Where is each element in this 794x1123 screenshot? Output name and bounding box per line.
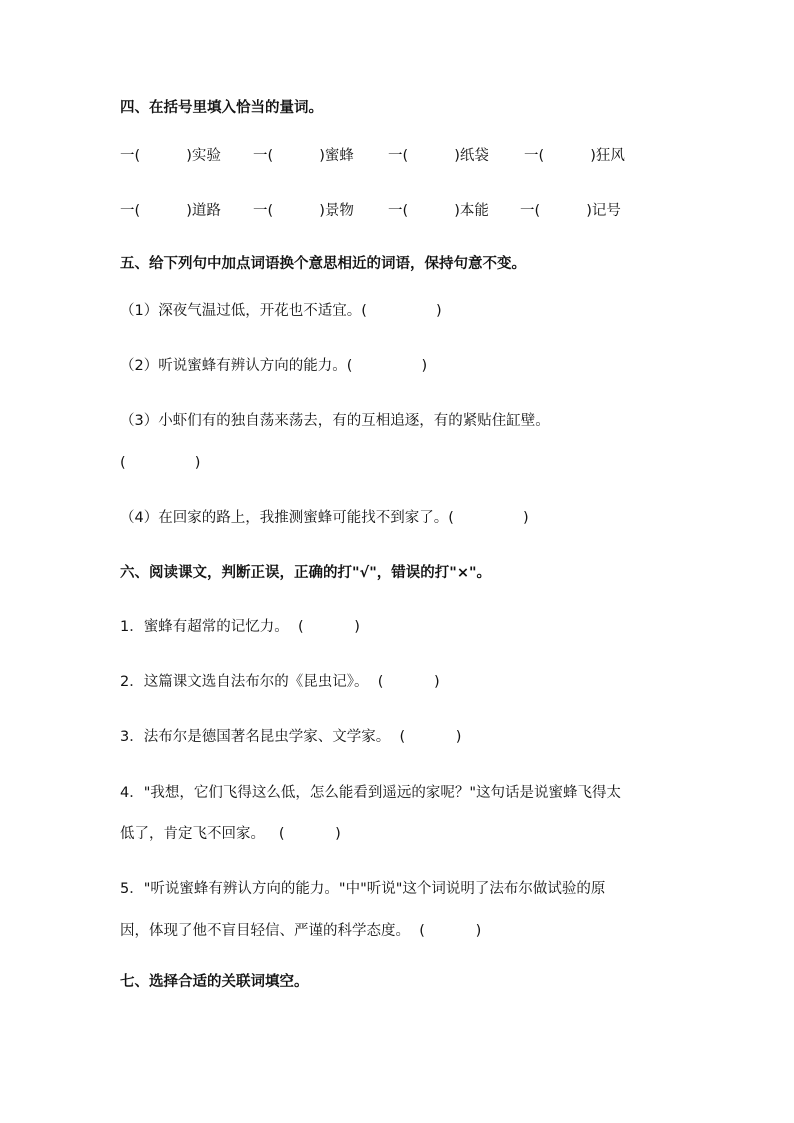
- blank-item: 一( )实验: [120, 148, 221, 164]
- judgement-question-3: 3．法布尔是德国著名昆虫学家、文学家。 ( ): [120, 729, 462, 745]
- section-7-heading: 七、选择合适的关联词填空。: [120, 974, 309, 990]
- judgement-question-4-line-1: 4．"我想，它们飞得这么低，怎么能看到遥远的家呢？"这句话是说蜜蜂飞得太: [120, 785, 622, 801]
- synonym-question-2: （2）听说蜜蜂有辨认方向的能力。( ): [120, 358, 428, 374]
- blank-item: 一( )本能: [388, 203, 489, 219]
- judgement-question-1: 1．蜜蜂有超常的记忆力。 ( ): [120, 619, 360, 635]
- synonym-question-1: （1）深夜气温过低，开花也不适宜。( ): [120, 303, 442, 319]
- blank-item: 一( )狂风: [524, 148, 625, 164]
- section-6-heading: 六、阅读课文，判断正误，正确的打"√"，错误的打"×"。: [120, 565, 492, 581]
- judgement-question-2: 2．这篇课文选自法布尔的《昆虫记》。 ( ): [120, 674, 440, 690]
- blank-item: 一( )景物: [253, 203, 354, 219]
- section-5-heading: 五、给下列句中加点词语换个意思相近的词语，保持句意不变。: [120, 256, 526, 272]
- judgement-question-4-line-2: 低了，肯定飞不回家。 ( ): [120, 826, 341, 842]
- blank-item: 一( )记号: [520, 203, 621, 219]
- blank-item: 一( )纸袋: [388, 148, 489, 164]
- blank-item: 一( )道路: [120, 203, 221, 219]
- synonym-question-4: （4）在回家的路上，我推测蜜蜂可能找不到家了。( ): [120, 510, 529, 526]
- blank-item: 一( )蜜蜂: [253, 148, 354, 164]
- judgement-question-5-line-1: 5．"听说蜜蜂有辨认方向的能力。"中"听说"这个词说明了法布尔做试验的原: [120, 881, 606, 897]
- section-4-heading: 四、在括号里填入恰当的量词。: [120, 100, 323, 116]
- judgement-question-5-line-2: 因，体现了他不盲目轻信、严谨的科学态度。 ( ): [120, 923, 482, 939]
- synonym-question-3: （3）小虾们有的独自荡来荡去，有的互相追逐，有的紧贴住缸壁。: [120, 413, 550, 429]
- synonym-question-3-blank: ( ): [120, 455, 201, 471]
